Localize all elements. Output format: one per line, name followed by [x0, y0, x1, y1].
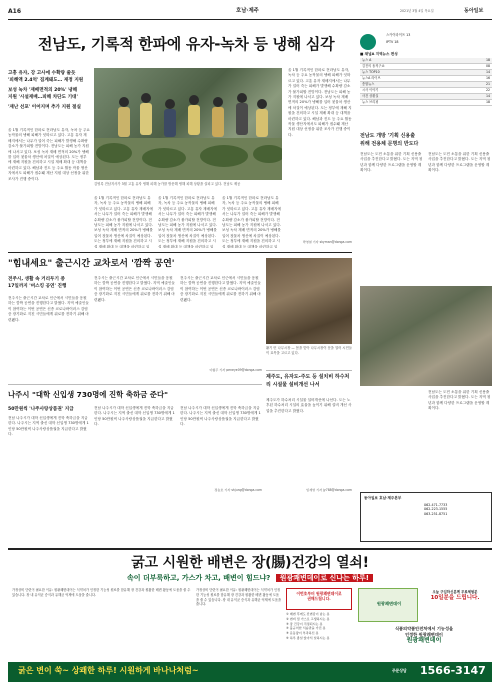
story2-byline: 이형주 기자 peneye09@donga.com — [209, 368, 262, 372]
side-headline-1: 전남도 개방 '기획 신용출 — [360, 133, 416, 139]
ad-badge-line-1: 이번호부터 원광쾌변데이로 — [296, 591, 342, 596]
lead-body-col2: 올 1월 기록적인 한파로 전라남도 유자, 녹차 등 주요 농작물의 냉해 피해가 잇따르고 있다. 고흥 유자 재배지에서는 나무가 얼어 죽는 피해가 발생해 수확량 감소가 불가피할 전망이다. 전남도는 피해 농가 지원에 나서고 있다. 보성 녹차 재배 면적의 20%가 냉해를 입어 첫물차 생산에 차질이 예상된다. 도는 정부에 재해 지원을 건의하고 시설 재배 확대 등 대책을 마련하고 있 — [94, 196, 153, 248]
story2-subheads — [8, 276, 90, 290]
ad-subline — [38, 574, 462, 583]
ad-badge — [286, 588, 352, 610]
lead-subheads — [8, 70, 90, 112]
schedule-channel: 18 — [485, 58, 490, 62]
ad-check-item: ③ 장 건강이 걱정되시는 분 — [286, 621, 323, 626]
lead-byline: 박영철 기자 skyman@donga.com — [302, 240, 352, 244]
ad-top-rule — [8, 548, 492, 550]
lead-sub-1: 고흥 유자, 강 고사에 수확량 줄듯 — [8, 71, 76, 76]
story3-body-col2: 전남 나주시가 대학 신입생에게 진학 축하금을 지급한다. 나주시는 지역 출신 대학 신입생 730명에게 1인당 50만원씩 나주사랑상품권을 지급한다고 밝혔다. — [94, 406, 175, 427]
ad-check-item: ⑤ 운동량이 부족하신 분 — [286, 631, 319, 636]
market-photo-caption: 활기 띤 나무시장 — 봄을 맞아 나무시장이 문을 열어 시민들이 묘목을 고르고 있다. — [266, 346, 352, 355]
lead-photo-caption: 김영록 전남지사가 3월 고흥 유자 냉해 피해 농가를 방문해 냉해 피해 상황을 살피고 있다. 전남도 제공 — [94, 182, 241, 186]
schedule-program: 시사 이야기 — [362, 87, 379, 92]
ad-brand-name: 원광쾌변데이 — [406, 637, 442, 645]
ad-checklist — [286, 612, 356, 641]
ad-gov — [358, 626, 490, 645]
schedule-program: 김진의 돌직구쇼 — [362, 63, 385, 68]
schedule-table — [360, 58, 492, 106]
ad-product-box — [358, 588, 418, 622]
channel-a-logo — [360, 34, 376, 50]
lead-headline: 전남도, 기록적 한파에 유자-녹차 등 냉해 심각 — [38, 35, 335, 53]
lead-body-col1: 올 1월 기록적인 한파로 전라남도 유자, 녹차 등 주요 농작물의 냉해 피해가 잇따르고 있다. 고흥 유자 재배지에서는 나무가 얼어 죽는 피해가 발생해 수확량 감소가 불가피할 전망이다. 전남도는 피해 농가 지원에 나서고 있다. 보성 녹차 재배 면적의 20%가 냉해를 입어 첫물차 생산에 차질이 예상된다. 도는 정부에 재해 지원을 건의하고 시설 재배 확대 등 대책을 마련하고 있다. 해남과 진도 등 주요 월동 작물 생산지에서도 피해가 접수돼 재난 지원 대상 선정을 위한 조사가 진행 중이다. — [8, 128, 90, 181]
story2-sub-1: 전주시, 생활 속 거리두기 중 — [8, 277, 65, 282]
story3-sub: 50만원씩 '나주사랑상품권' 지급 — [8, 407, 74, 412]
lead-sub-4: 지원 '시설재배…피해 차단도 기대' — [8, 95, 78, 101]
issue-date: 2021년 3월 4일 목요일 — [400, 9, 434, 13]
story2-rule — [8, 252, 352, 253]
story2-body-col2: 전주시는 출근시간 교차로 인근에서 시민들을 응원하는 깜짝 공연을 진행한다고 밝혔다. 지역 예술인들이 참여하는 이번 공연은 신종 코로나바이러스 감염증 장기화로 지친 시민들에게 위로를 전하기 위해 마련됐다. — [94, 276, 175, 302]
story3-rule — [8, 384, 262, 385]
schedule-program: 종합뉴스 — [362, 81, 375, 86]
ad-headline: 굵고 시원한 배변은 장(腸)건강의 열쇠! — [131, 555, 369, 571]
schedule-channel: 22 — [485, 87, 490, 92]
contact-title: 동아일보 호남·제주본부 — [364, 496, 402, 500]
ad-badge-line-2: 권해드립니다. — [307, 596, 331, 602]
story2-sub-2: 17일까지 '버스킹 공연' 진행 — [8, 284, 67, 290]
side-photo — [360, 286, 492, 386]
side-body: 전남도는 도민 소통을 위한 기획 신용출 사업을 추진한다고 밝혔다. 도는 지역 청년과 함께 다양한 프로그램을 운영할 계획이다. — [360, 152, 423, 173]
lead-body-col4: 올 1월 기록적인 한파로 전라남도 유자, 녹차 등 주요 농작물의 냉해 피해가 잇따르고 있다. 고흥 유자 재배지에서는 나무가 얼어 죽는 피해가 발생해 수확량 감소가 불가피할 전망이다. 전남도는 피해 농가 지원에 나서고 있다. 보성 녹차 재배 면적의 20%가 냉해를 입어 첫물차 생산에 차질이 예상된다. 도는 정부에 재해 지원을 건의하고 시설 재배 확대 등 대책을 마련하고 있 — [222, 196, 281, 248]
section-name: 호남·제주 — [236, 8, 259, 14]
lead-sub-5: '재난 선포' 이어지며 추가 지원 절실 — [8, 105, 81, 111]
ad-product-label: 원광쾌변데이 — [376, 601, 402, 606]
story3-byline: 정승호 기자 shjung@donga.com — [214, 488, 262, 492]
story4-rule — [266, 370, 352, 371]
lead-sub-2: '피해액 2.4억' 집계돼도… 재정 지원 — [8, 78, 84, 84]
lead-body-col5: 올 1월 기록적인 한파로 전라남도 유자, 녹차 등 주요 농작물의 냉해 피해가 잇따르고 있다. 고흥 유자 재배지에서는 나무가 얼어 죽는 피해가 발생해 수확량 감소가 불가피할 전망이다. 전남도는 피해 농가 지원에 나서고 있다. 보성 녹차 재배 면적의 20%가 냉해를 입어 첫물차 생산에 차질이 예상된다. 도는 정부에 재해 지원을 건의하고 시설 재배 확대 등 대책을 마련하고 있다. 해남과 진도 등 주요 월동 작물 생산지에서도 피해가 접수돼 재난 지원 대상 선정을 위한 조사가 진행 중이다. — [288, 68, 352, 137]
ad-sub-prefix: 속이 더부룩하고, 가스가 차고, 배변이 힘드냐? — [127, 574, 271, 582]
side-body-3: 전남도는 도민 소통을 위한 기획 신용출 사업을 추진한다고 밝혔다. 도는 지역 청년과 함께 다양한 프로그램을 운영할 계획이다. — [428, 390, 491, 411]
schedule-program: 뉴스 A — [362, 58, 372, 62]
sidebar — [360, 30, 492, 124]
story4-headline: 제주도, 유자도-주도 등 설치비 하수처리 시설물 설비개선 나서 — [266, 374, 350, 388]
masthead-rule — [8, 19, 492, 20]
story4-byline: 임재영 기자 jy788@donga.com — [306, 488, 352, 492]
schedule-program: 사건 상황실 — [362, 93, 379, 98]
contact-box — [360, 492, 492, 542]
ad-check-item: ⑥ 하루 종일 앉아서 일하시는 분 — [286, 635, 330, 640]
ad-promo — [420, 590, 490, 602]
schedule-program: 뉴스 브리핑 — [362, 99, 379, 104]
ad-promo-line-1: 오늘 구입하신분께 무료체험분 — [432, 590, 478, 594]
advertisement — [8, 552, 492, 682]
story2-body-col1: 전주시는 출근시간 교차로 인근에서 시민들을 응원하는 깜짝 공연을 진행한다고 밝혔다. 지역 예술인들이 참여하는 이번 공연은 신종 코로나바이러스 감염증 장기화로 지친 시민들에게 위로를 전하기 위해 마련됐다. — [8, 296, 89, 322]
ad-check-item: ① 배변 후에도 잔변감이 남는 분 — [286, 612, 330, 616]
lead-photo — [94, 68, 282, 180]
lead-photo-scene — [94, 68, 282, 180]
story3-body-col1: 전남 나주시가 대학 신입생에게 진학 축하금을 지급한다. 나주시는 지역 출신 대학 신입생 730명에게 1인당 50만원씩 나주사랑상품권을 지급한다고 밝혔다. — [8, 416, 89, 437]
ad-phone[interactable]: 1566-3147 — [420, 664, 486, 677]
story3-headline: 나주시 "대학 신입생 730명에 진학 축하금 준다" — [8, 390, 168, 399]
ad-gov-line-1: 식품의약품안전처에서 기능성을 — [394, 626, 454, 631]
lead-body-col3: 올 1월 기록적인 한파로 전라남도 유자, 녹차 등 주요 농작물의 냉해 피해가 잇따르고 있다. 고흥 유자 재배지에서는 나무가 얼어 죽는 피해가 발생해 수확량 감소가 불가피할 전망이다. 전남도는 피해 농가 지원에 나서고 있다. 보성 녹차 재배 면적의 20%가 냉해를 입어 첫물차 생산에 차질이 예상된다. 도는 정부에 재해 지원을 건의하고 시설 재배 확대 등 대책을 마련하고 있 — [158, 196, 217, 248]
lead-sub-3: 보성 녹차 '재배면적의 20%' 냉해 — [8, 88, 78, 94]
ad-gov-line-2: 인정한 원광쾌변데이 — [405, 631, 443, 637]
side-headline — [360, 132, 492, 148]
schedule-channel: 21 — [485, 81, 490, 86]
story3-body-col3: 전남 나주시가 대학 신입생에게 진학 축하금을 지급한다. 나주시는 지역 출신 대학 신입생 730명에게 1인당 50만원씩 나주사랑상품권을 지급한다고 밝혔다. — [180, 406, 261, 427]
page-number: A16 — [8, 8, 21, 15]
contact-row-1: 062-471-7733 — [424, 502, 448, 507]
ad-promo-line-2: 10일분을 드립니다. — [430, 594, 480, 601]
side-headline-2: 위해 전용체 문명의 반도다 — [360, 141, 419, 147]
side-body-2: 전남도는 도민 소통을 위한 기획 신용출 사업을 추진한다고 밝혔다. 도는 지역 청년과 함께 다양한 프로그램을 운영할 계획이다. — [428, 152, 491, 173]
ad-body-text-2: 가정상비 단련이 필요한 이유: 원광쾌변데이는 식약처가 인정한 기능성 원료를 함유해 장 건강과 원활한 배변 활동에 도움을 줄 수 있습니다. 장 내 유익균 증식과 유해균 억제에 도움을 줍니다. — [196, 588, 282, 607]
schedule-channel: 14 — [485, 69, 490, 74]
ad-check-item: ② 변비 및 가스로 고생하시는 분 — [286, 616, 330, 621]
masthead — [8, 8, 492, 18]
story4-body: 제주도가 하수처리 시설물 설비개선에 나선다. 도는 노후된 하수처리 시설의 효율을 높이기 위해 설비 개선 사업을 추진한다고 밝혔다. — [266, 398, 352, 413]
ad-bottom-bar — [8, 662, 492, 682]
schedule-program: 뉴스 TOP10 — [362, 69, 380, 74]
contact-row-2: 062-223-1555 — [424, 507, 448, 512]
story2-body-col3: 전주시는 출근시간 교차로 인근에서 시민들을 응원하는 깜짝 공연을 진행한다고 밝혔다. 지역 예술인들이 참여하는 이번 공연은 신종 코로나바이러스 감염증 장기화로 지친 시민들에게 위로를 전하기 위해 마련됐다. — [180, 276, 261, 302]
schedule-title: ■ 채널A 지역뉴스 편성 — [360, 52, 398, 56]
ad-bottom-slogan: 굵은 변이 쑥~ 상쾌한 하루! 시원하게 바나나처럼~ — [18, 666, 199, 675]
ad-order-label: 주문상담 — [392, 668, 407, 673]
paper-name: 동아일보 — [464, 8, 484, 14]
schedule-channel: 08 — [485, 63, 490, 68]
market-photo — [266, 258, 352, 344]
ad-body-text: 가정상비 단련이 필요한 이유: 원광쾌변데이는 식약처가 인정한 기능성 원료를 함유해 장 건강과 원활한 배변 활동에 도움을 줄 수 있습니다. 장 내 유익균 증식과 유해균 억제에 도움을 줍니다. — [12, 588, 191, 597]
schedule-channel: 18 — [485, 99, 490, 104]
tv-label-1: 스카이라이프 13 — [386, 33, 411, 37]
schedule-channel: 16 — [485, 75, 490, 80]
contact-row-3: 063-251-8751 — [424, 511, 448, 516]
schedule-program: 뉴스A 라이브 — [362, 75, 381, 80]
schedule-channel: 14 — [485, 93, 490, 98]
tv-label-2: IPTV 18 — [386, 40, 399, 44]
schedule-row — [360, 100, 492, 106]
ad-sub-brand: 원광쾌변데이로 신나는 하루! — [276, 574, 373, 582]
story2-headline: "힘내세요" 출근시간 교차로서 '깜짝 공연' — [8, 259, 175, 269]
ad-check-item: ④ 불규칙한 식습관을 가진 분 — [286, 626, 326, 631]
